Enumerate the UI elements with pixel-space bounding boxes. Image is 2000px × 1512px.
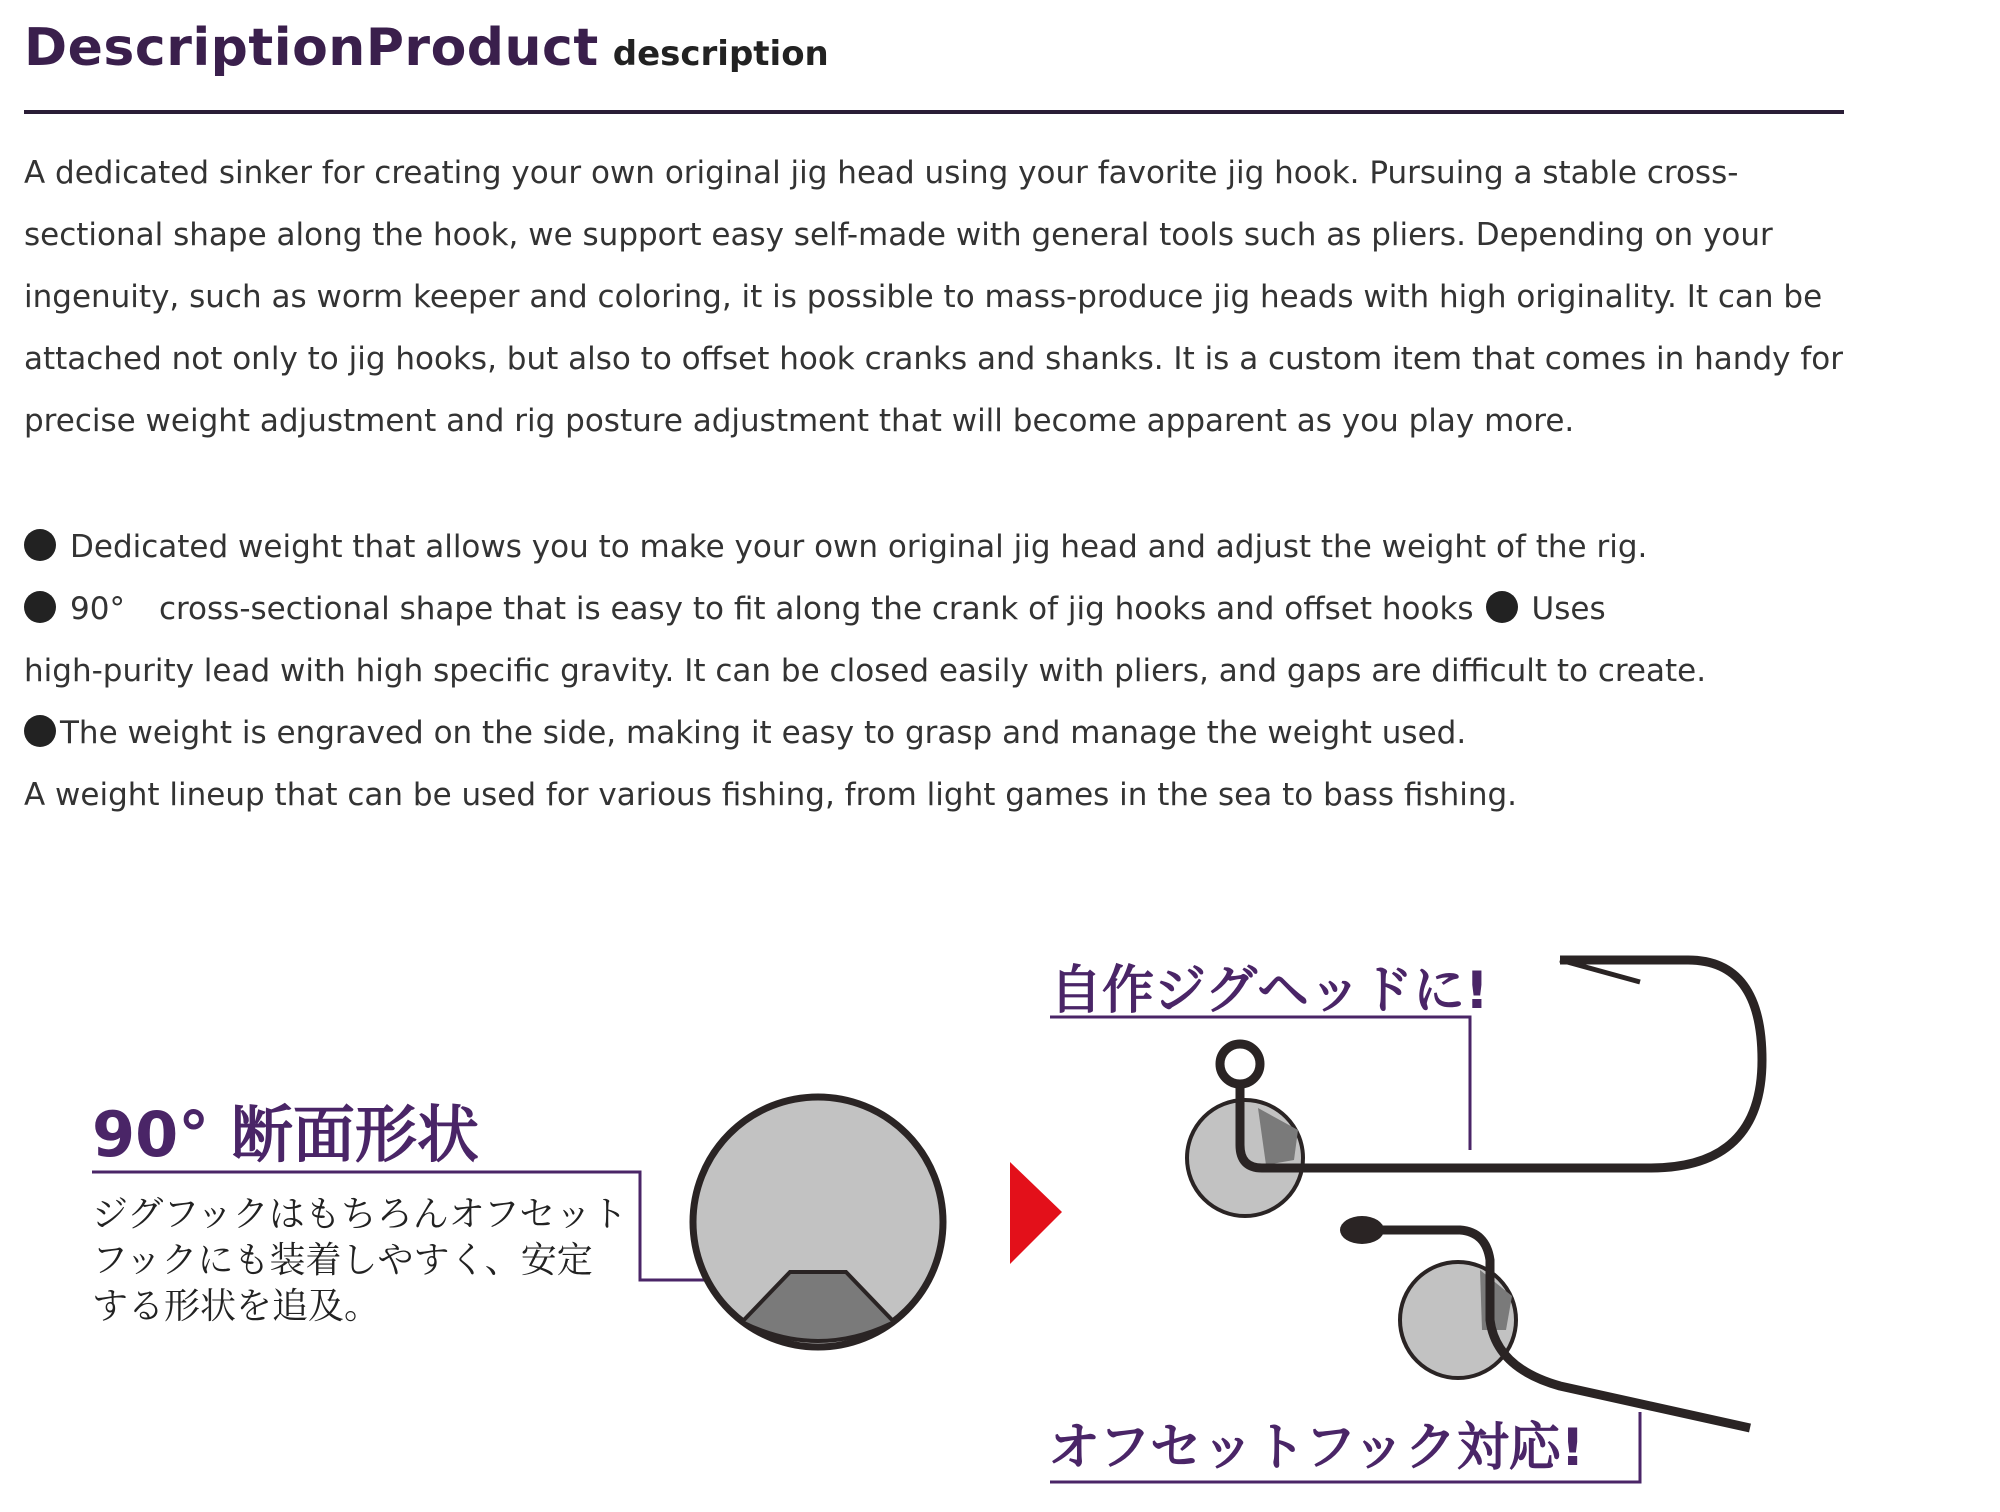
feature-angle: 90° <box>70 591 125 627</box>
figure-left-title: 90° 断面形状 <box>92 1098 479 1171</box>
feature-text: A weight lineup that can be used for various fishing, from light games in the sea to bass fishing. <box>24 777 1518 813</box>
intro-line: A dedicated sinker for creating your own original jig head using your favorite jig hook. Pursuing a stable cross- <box>24 155 1739 191</box>
figure-desc-line: する形状を追及。 <box>92 1286 381 1327</box>
feature-text: The weight is engraved on the side, making it easy to grasp and manage the weight used. <box>60 715 1467 751</box>
heading-title: DescriptionProduct <box>24 18 599 78</box>
cross-section-icon <box>693 1097 943 1347</box>
intro-line: precise weight adjustment and rig posture adjustment that will become apparent as you play more. <box>24 403 1575 439</box>
figure-bottom-label: オフセットフック対応! <box>1048 1418 1585 1478</box>
feature-text: cross-sectional shape that is easy to fit along the crank of jig hooks and offset hooks <box>158 591 1474 627</box>
offset-hook-icon <box>1340 1216 1750 1428</box>
figure-left-description <box>92 1192 652 1330</box>
feature-text: Dedicated weight that allows you to make your own original jig head and adjust the weight of the rig. <box>70 529 1648 565</box>
intro-line: ingenuity, such as worm keeper and coloring, it is possible to mass-produce jig heads with high originality. It can be <box>24 279 1823 315</box>
feature-text: high-purity lead with high specific gravity. It can be closed easily with pliers, and gaps are difficult to create. <box>24 653 1707 689</box>
intro-line: sectional shape along the hook, we support easy self-made with general tools such as pliers. Depending on your <box>24 217 1773 253</box>
arrow-right-icon <box>1010 1162 1062 1264</box>
figure-desc-line: ジグフックはもちろんオフセット <box>92 1194 628 1235</box>
figure-top-label: 自作ジグヘッドに! <box>1050 961 1489 1021</box>
intro-line: attached not only to jig hooks, but also to offset hook cranks and shanks. It is a custom item that comes in handy for <box>24 341 1843 377</box>
feature-text: Uses <box>1531 591 1606 627</box>
heading-subtitle: description <box>612 34 829 74</box>
figure-desc-line: フックにも装着しやすく、安定 <box>92 1240 593 1281</box>
